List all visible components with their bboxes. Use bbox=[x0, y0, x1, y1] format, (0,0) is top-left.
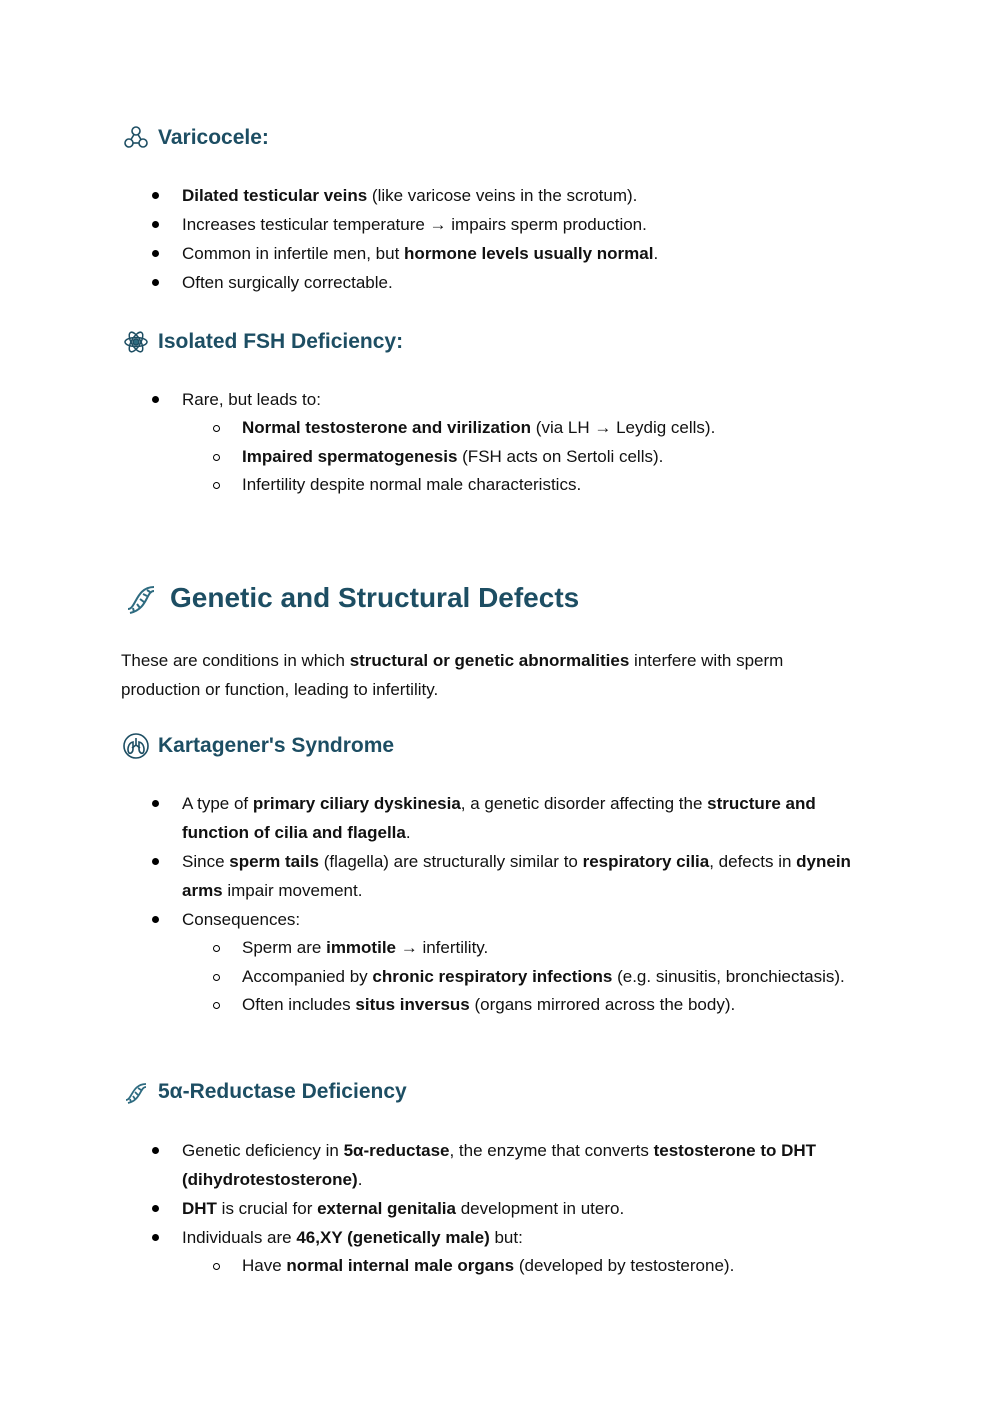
dna-icon bbox=[122, 579, 160, 617]
text: but: bbox=[489, 1228, 523, 1247]
list-item bbox=[0, 1223, 872, 1281]
list-item bbox=[0, 181, 872, 210]
bold-text: sperm tails bbox=[229, 852, 320, 871]
text: Often includes bbox=[242, 995, 356, 1014]
bold-text: Dilated testicular veins bbox=[182, 186, 368, 205]
sub-list-item bbox=[182, 934, 872, 963]
heading-fsh-deficiency bbox=[122, 328, 403, 356]
list-item bbox=[0, 385, 872, 500]
text: Sperm are bbox=[242, 938, 327, 957]
list-item bbox=[0, 268, 872, 297]
bold-text: external genitalia bbox=[317, 1199, 456, 1218]
intro-paragraph bbox=[121, 646, 841, 704]
heading-text: Kartagener's Syndrome bbox=[158, 734, 395, 757]
text: . bbox=[653, 244, 659, 263]
bold-text: dynein arms bbox=[182, 852, 851, 900]
bold-text: DHT bbox=[182, 1199, 217, 1218]
text: Have bbox=[242, 1256, 287, 1275]
sub-list-item bbox=[182, 471, 872, 500]
heading-genetic-defects bbox=[122, 579, 579, 617]
text: interfere with sperm production or function, leading to infertility. bbox=[121, 651, 784, 699]
text: impair movement. bbox=[222, 881, 363, 900]
bold-text: primary ciliary dyskinesia bbox=[252, 794, 461, 813]
text: (e.g. sinusitis, bronchiectasis). bbox=[612, 966, 845, 986]
bold-text: structure and function of cilia and flagella bbox=[182, 794, 816, 842]
atom-icon bbox=[122, 328, 150, 356]
fsh-list bbox=[0, 385, 1000, 500]
reductase-list bbox=[0, 1136, 1000, 1281]
text: Genetic deficiency in bbox=[182, 1141, 344, 1160]
text: (via LH → Leydig cells). bbox=[531, 418, 716, 437]
sub-list-item bbox=[182, 963, 872, 992]
varicocele-list bbox=[0, 181, 1000, 297]
text: is crucial for bbox=[216, 1199, 318, 1218]
bold-text: situs inversus bbox=[355, 995, 470, 1014]
text: , defects in bbox=[709, 852, 797, 871]
text: . bbox=[405, 823, 411, 842]
text: Since bbox=[182, 852, 230, 871]
text: (organs mirrored across the body). bbox=[469, 995, 736, 1014]
molecule-icon bbox=[122, 124, 150, 152]
heading-text: Isolated FSH Deficiency: bbox=[158, 330, 404, 353]
heading-kartagener bbox=[122, 732, 394, 760]
text: Often surgically correctable. bbox=[182, 273, 393, 292]
bold-text: 5α-reductase bbox=[343, 1141, 450, 1160]
sub-list-item bbox=[182, 991, 872, 1020]
list-item bbox=[0, 210, 872, 239]
sub-list bbox=[182, 1252, 872, 1281]
bold-text: respiratory cilia bbox=[582, 852, 710, 871]
sub-list-item bbox=[182, 414, 872, 443]
text: development in utero. bbox=[455, 1199, 625, 1218]
dna-icon bbox=[122, 1078, 150, 1106]
heading-text: Varicocele: bbox=[158, 126, 269, 149]
text: A type of bbox=[182, 794, 253, 813]
heading-text: 5α-Reductase Deficiency bbox=[158, 1080, 407, 1103]
heading-5a-reductase bbox=[122, 1078, 407, 1106]
text: → infertility. bbox=[396, 938, 489, 957]
bold-text: Impaired spermatogenesis bbox=[242, 446, 458, 466]
bold-text: 46,XY (genetically male) bbox=[296, 1228, 490, 1247]
bold-text: chronic respiratory infections bbox=[372, 966, 613, 986]
text: Consequences: bbox=[182, 910, 301, 929]
text: (developed by testosterone). bbox=[514, 1256, 735, 1275]
list-item bbox=[0, 905, 872, 1020]
text: , a genetic disorder affecting the bbox=[460, 794, 708, 813]
sub-list bbox=[182, 934, 872, 1020]
list-item bbox=[0, 847, 872, 905]
text: (FSH acts on Sertoli cells). bbox=[457, 446, 664, 466]
sub-list-item bbox=[182, 1252, 872, 1281]
text: . bbox=[357, 1170, 363, 1189]
heading-varicocele bbox=[122, 124, 269, 152]
text: Infertility despite normal male characteristics. bbox=[242, 475, 582, 494]
text: These are conditions in which bbox=[121, 651, 350, 670]
text: (like varicose veins in the scrotum). bbox=[367, 186, 638, 205]
lungs-icon bbox=[122, 732, 150, 760]
bold-text: structural or genetic abnormalities bbox=[349, 651, 630, 670]
kartagener-list bbox=[0, 789, 1000, 1020]
sub-list bbox=[182, 414, 872, 500]
text: Common in infertile men, but bbox=[182, 244, 405, 263]
bold-text: normal internal male organs bbox=[286, 1256, 515, 1275]
bold-text: immotile bbox=[326, 938, 396, 957]
text: Increases testicular temperature → impairs sperm production. bbox=[182, 215, 647, 234]
list-item bbox=[0, 789, 872, 847]
bold-text: testosterone to DHT (dihydrotestosterone) bbox=[182, 1141, 817, 1189]
text: Rare, but leads to: bbox=[182, 390, 321, 409]
text: Individuals are bbox=[182, 1228, 297, 1247]
text: , the enzyme that converts bbox=[449, 1141, 654, 1160]
list-item bbox=[0, 239, 872, 268]
bold-text: Normal testosterone and virilization bbox=[242, 418, 532, 437]
sub-list-item bbox=[182, 443, 872, 472]
text: (flagella) are structurally similar to bbox=[319, 852, 583, 871]
list-item bbox=[0, 1136, 872, 1194]
bold-text: hormone levels usually normal bbox=[404, 244, 654, 263]
text: Accompanied by bbox=[242, 966, 373, 986]
list-item bbox=[0, 1194, 872, 1223]
heading-text: Genetic and Structural Defects bbox=[170, 582, 580, 613]
